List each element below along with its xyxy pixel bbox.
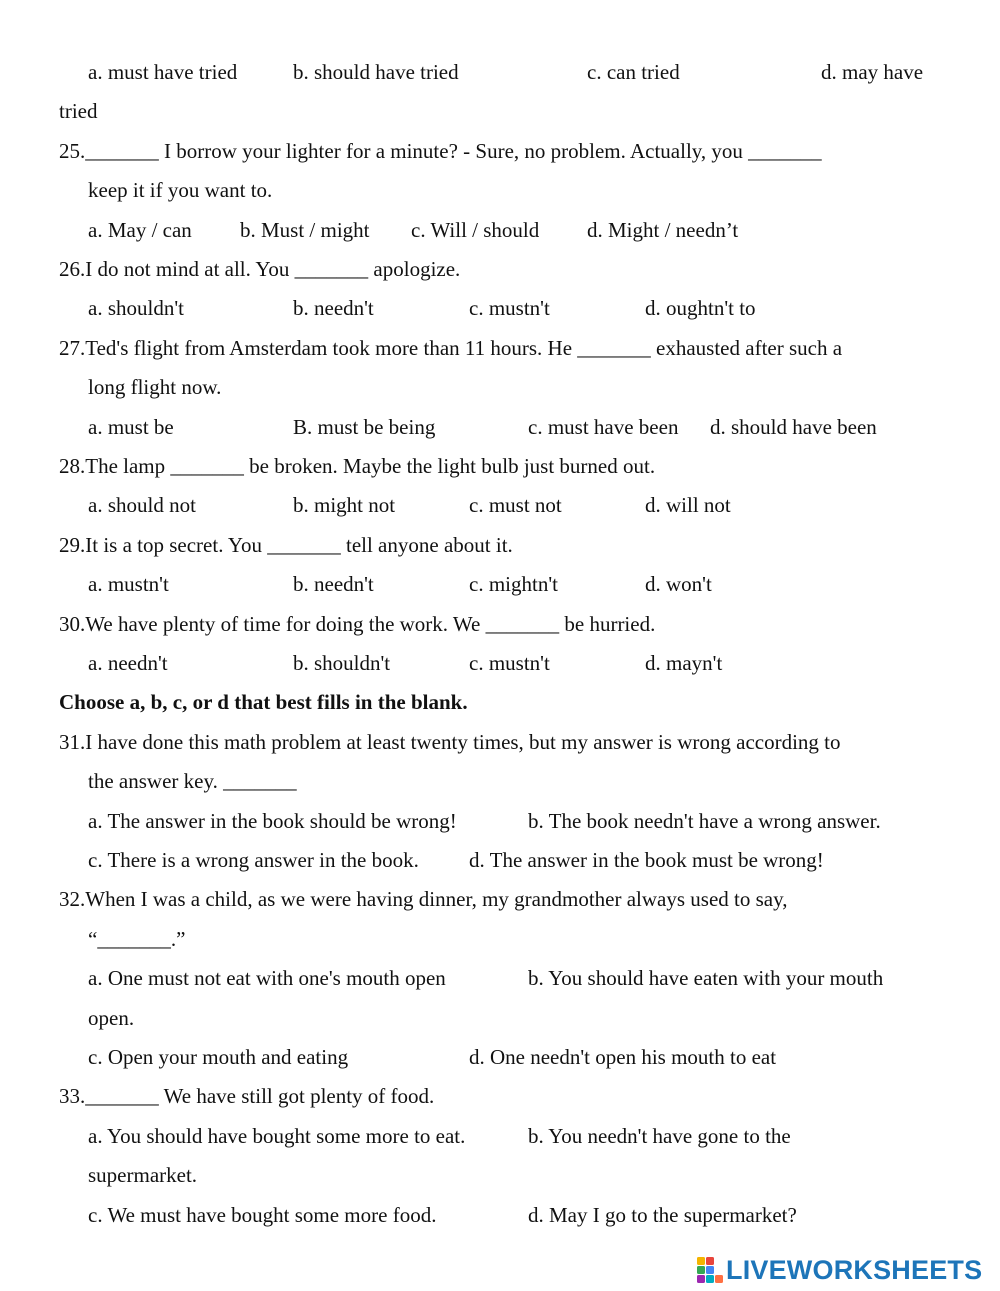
q26-stem: 26.I do not mind at all. You _______ apologize.	[59, 257, 461, 281]
q26-option-b: b. needn't	[293, 296, 374, 320]
q29-stem: 29.It is a top secret. You _______ tell anyone about it.	[59, 533, 513, 557]
q28-option-d: d. will not	[645, 493, 731, 517]
q28-option-b: b. might not	[293, 493, 396, 517]
q28-option-c: c. must not	[469, 493, 562, 517]
q30-option-c: c. mustn't	[469, 651, 550, 675]
q30-option-d: d. mayn't	[645, 651, 723, 675]
q32-stem-line1: 32.When I was a child, as we were having dinner, my grandmother always used to say,	[59, 887, 788, 911]
q27-stem-line2: long flight now.	[88, 375, 222, 399]
q32-option-c: c. Open your mouth and eating	[88, 1045, 349, 1069]
liveworksheets-logo	[697, 1254, 982, 1286]
q29-option-c: c. mightn't	[469, 572, 558, 596]
q25-stem-line1: 25._______ I borrow your lighter for a minute? - Sure, no problem. Actually, you _______	[59, 139, 822, 163]
q27-option-c: c. must have been	[528, 415, 679, 439]
q25-option-a: a. May / can	[88, 218, 192, 242]
q29-option-a: a. mustn't	[88, 572, 169, 596]
q29-option-b: b. needn't	[293, 572, 374, 596]
q27-option-b: B. must be being	[293, 415, 436, 439]
liveworksheets-logo-icon	[697, 1257, 723, 1283]
q30-option-b: b. shouldn't	[293, 651, 391, 675]
q32-option-d: d. One needn't open his mouth to eat	[469, 1045, 777, 1069]
q30-stem: 30.We have plenty of time for doing the work. We _______ be hurried.	[59, 612, 656, 636]
q24-option-a: a. must have tried	[88, 60, 238, 84]
q27-option-d: d. should have been	[710, 415, 877, 439]
q33-stem: 33._______ We have still got plenty of food.	[59, 1084, 435, 1108]
q31-option-d: d. The answer in the book must be wrong!	[469, 848, 824, 872]
liveworksheets-logo-text: LIVEWORKSHEETS	[726, 1254, 983, 1285]
q33-option-a: a. You should have bought some more to eat.	[88, 1124, 466, 1148]
q25-option-c: c. Will / should	[411, 218, 540, 242]
q25-option-d: d. Might / needn’t	[587, 218, 739, 242]
q26-option-c: c. mustn't	[469, 296, 550, 320]
q24-option-c: c. can tried	[587, 60, 680, 84]
q25-stem-line2: keep it if you want to.	[88, 178, 273, 202]
q33-option-b: b. You needn't have gone to the	[528, 1124, 791, 1148]
q24-option-d: d. may have	[821, 60, 924, 84]
q31-option-a: a. The answer in the book should be wrong!	[88, 809, 457, 833]
q31-option-c: c. There is a wrong answer in the book.	[88, 848, 419, 872]
q28-stem: 28.The lamp _______ be broken. Maybe the light bulb just burned out.	[59, 454, 656, 478]
q26-option-d: d. oughtn't to	[645, 296, 756, 320]
q24-option-d-continued: tried	[59, 99, 98, 123]
q30-option-a: a. needn't	[88, 651, 168, 675]
q33-option-b-continued: supermarket.	[88, 1163, 198, 1187]
q32-option-b: b. You should have eaten with your mouth	[528, 966, 884, 990]
q31-option-b: b. The book needn't have a wrong answer.	[528, 809, 881, 833]
q33-option-c: c. We must have bought some more food.	[88, 1203, 437, 1227]
q24-option-b: b. should have tried	[293, 60, 459, 84]
q32-option-b-continued: open.	[88, 1006, 135, 1030]
q28-option-a: a. should not	[88, 493, 196, 517]
q32-option-a: a. One must not eat with one's mouth open	[88, 966, 446, 990]
q27-option-a: a. must be	[88, 415, 174, 439]
section-heading: Choose a, b, c, or d that best fills in the blank.	[59, 690, 468, 714]
q29-option-d: d. won't	[645, 572, 712, 596]
q33-option-d: d. May I go to the supermarket?	[528, 1203, 797, 1227]
q31-stem-line1: 31.I have done this math problem at least twenty times, but my answer is wrong according to	[59, 730, 841, 754]
q31-stem-line2: the answer key. _______	[88, 769, 297, 793]
q27-stem-line1: 27.Ted's flight from Amsterdam took more than 11 hours. He _______ exhausted after such a	[59, 336, 843, 360]
q32-stem-line2: “_______.”	[88, 927, 186, 951]
q26-option-a: a. shouldn't	[88, 296, 184, 320]
q25-option-b: b. Must / might	[240, 218, 370, 242]
